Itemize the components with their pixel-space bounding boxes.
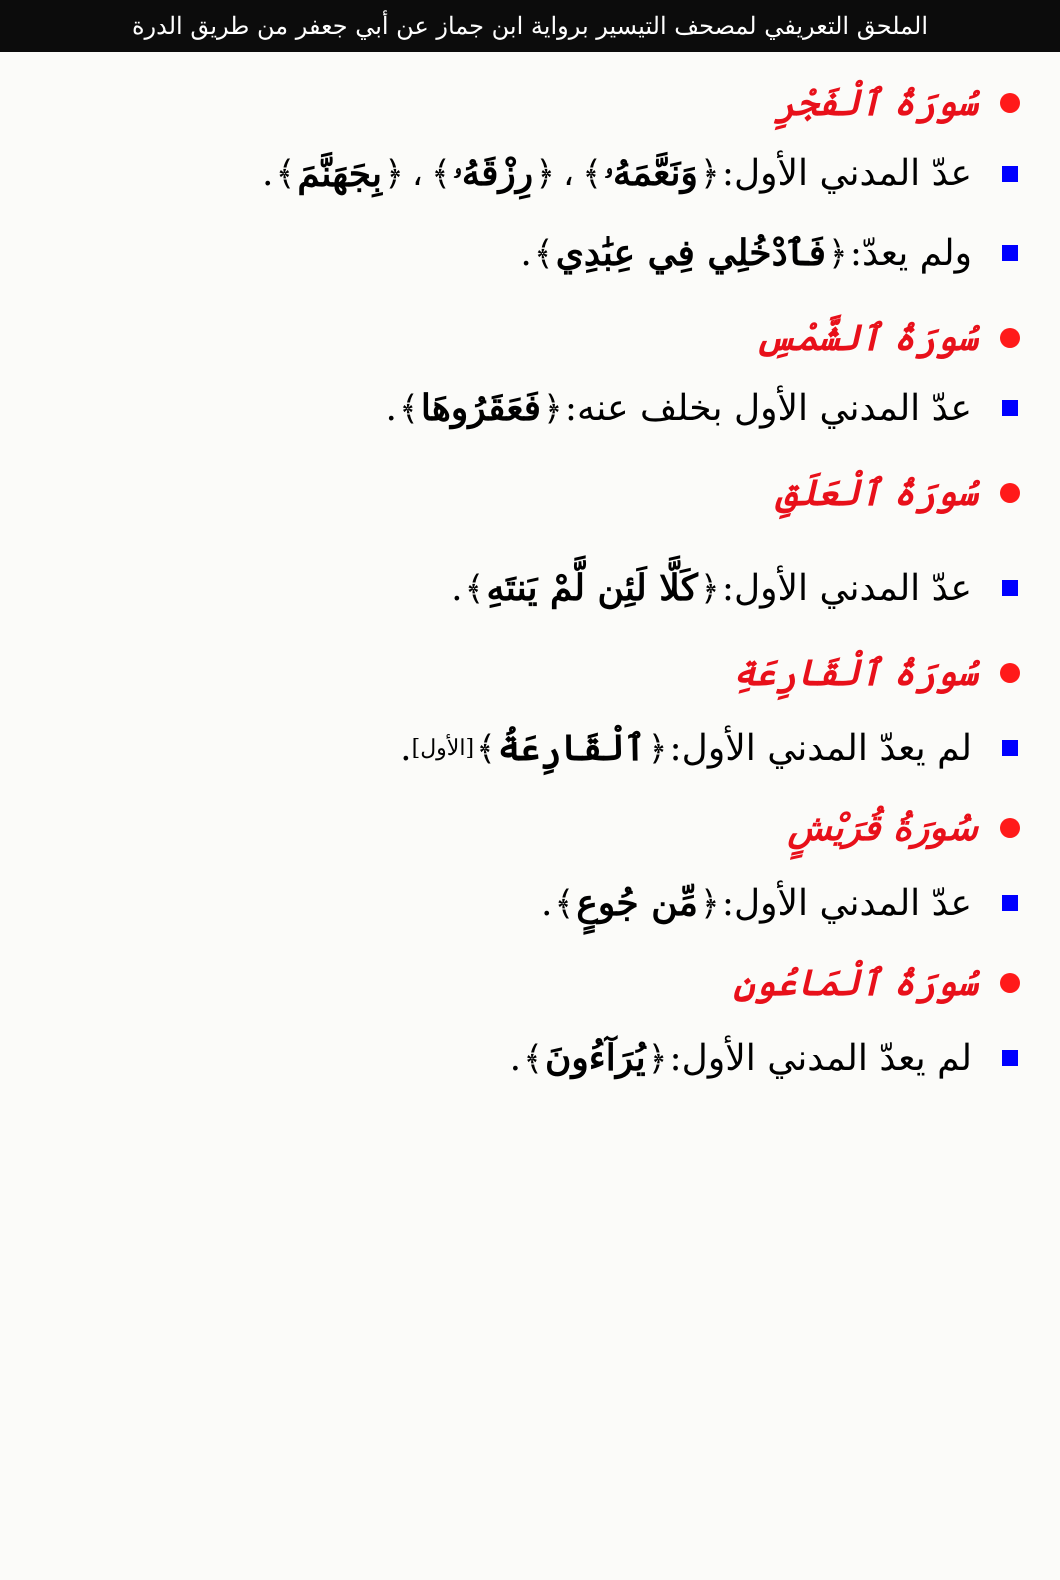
ornate-close-bracket: ﴾ — [275, 154, 296, 194]
rule-prefix: لم يعدّ المدني الأول: — [669, 1037, 972, 1079]
rule-item — [0, 1037, 1060, 1079]
rule-item — [0, 882, 1060, 924]
verse-word: فَعَقَرُوهَا — [420, 387, 541, 429]
rule-prefix: ولم يعدّ: — [849, 232, 972, 274]
ornate-open-bracket: ﴿ — [699, 883, 720, 924]
period: . — [540, 882, 553, 924]
ornate-close-bracket: ﴾ — [399, 388, 419, 429]
surah-title: سُورَةُ ٱلْفَجْرِ — [775, 82, 978, 124]
comma-separator: ، — [563, 153, 575, 194]
header-bar — [0, 0, 1060, 52]
red-bullet-icon — [1000, 93, 1020, 113]
ornate-close-bracket: ﴾ — [554, 883, 575, 924]
ornate-close-bracket: ﴾ — [582, 154, 603, 194]
surah-title: سُورَةُ قُرَيْشٍ — [787, 807, 978, 849]
red-bullet-icon — [1000, 483, 1020, 503]
rule-prefix: عدّ المدني الأول: — [721, 567, 972, 609]
period: . — [262, 153, 274, 194]
rule-item — [0, 727, 1060, 769]
surah-title: سُورَةُ ٱلْمَاعُونِ — [733, 962, 978, 1004]
ornate-open-bracket: ﴿ — [384, 154, 404, 194]
surah-title: سُورَةُ ٱلْعَلَقِ — [775, 472, 978, 514]
verse-word: وَنَعَّمَهُۥ — [604, 152, 698, 194]
verse-note: [الأول] — [411, 735, 475, 761]
period: . — [385, 387, 397, 429]
red-bullet-icon — [1000, 818, 1020, 838]
blue-square-bullet-icon — [1002, 895, 1018, 911]
ornate-close-bracket: ﴾ — [533, 233, 554, 274]
verse-word: فَٱدْخُلِي فِي عِبَٰدِي — [555, 232, 826, 274]
comma-separator: ، — [412, 153, 423, 194]
ornate-close-bracket: ﴾ — [523, 1038, 543, 1079]
verse-word: ٱلْقَارِعَةُ — [497, 727, 646, 769]
blue-square-bullet-icon — [1002, 1050, 1018, 1066]
surah-heading-row — [0, 317, 1060, 359]
ornate-open-bracket: ﴿ — [699, 154, 720, 194]
ornate-open-bracket: ﴿ — [542, 388, 563, 429]
ornate-close-bracket: ﴾ — [464, 568, 485, 609]
ornate-open-bracket: ﴿ — [699, 568, 720, 609]
header-title: الملحق التعريفي لمصحف التيسير برواية ابن جماز عن أبي جعفر من طريق الدرة — [131, 12, 929, 40]
rule-item — [0, 387, 1060, 429]
ornate-open-bracket: ﴿ — [647, 728, 668, 769]
ornate-close-bracket: ﴾ — [476, 728, 496, 769]
rule-item — [0, 152, 1060, 195]
period: . — [400, 727, 412, 769]
surah-heading-row — [0, 807, 1060, 849]
ornate-open-bracket: ﴿ — [647, 1038, 668, 1079]
verse-word: كَلَّا لَئِن لَّمْ يَنتَهِ — [486, 567, 698, 609]
surah-title: سُورَةُ ٱلشَّمْسِ — [754, 317, 978, 359]
blue-square-bullet-icon — [1002, 400, 1018, 416]
surah-heading-row — [0, 82, 1060, 124]
period: . — [520, 232, 532, 274]
rule-prefix: عدّ المدني الأول: — [721, 882, 972, 924]
rule-prefix: لم يعدّ المدني الأول: — [669, 727, 972, 769]
verse-word: رِزْقَهُۥ — [452, 152, 534, 194]
period: . — [451, 567, 463, 609]
surah-heading-row — [0, 652, 1060, 694]
blue-square-bullet-icon — [1002, 740, 1018, 756]
verse-word: بِجَهَنَّمَ — [297, 152, 383, 195]
verse-word: يُرَآءُونَ — [544, 1037, 646, 1079]
blue-square-bullet-icon — [1002, 166, 1018, 182]
surah-heading-row — [0, 962, 1060, 1004]
blue-square-bullet-icon — [1002, 245, 1018, 261]
ornate-open-bracket: ﴿ — [535, 154, 556, 194]
surah-heading-row — [0, 472, 1060, 514]
red-bullet-icon — [1000, 328, 1020, 348]
blue-square-bullet-icon — [1002, 580, 1018, 596]
surah-title: سُورَةُ ٱلْقَارِعَةِ — [733, 652, 978, 694]
ornate-open-bracket: ﴿ — [827, 233, 848, 274]
period: . — [509, 1037, 522, 1079]
rule-item — [0, 232, 1060, 274]
rule-prefix: عدّ المدني الأول: — [721, 153, 972, 194]
verse-word: مِّن جُوعٍ — [576, 882, 698, 924]
red-bullet-icon — [1000, 973, 1020, 993]
rule-prefix: عدّ المدني الأول بخلف عنه: — [564, 387, 972, 429]
red-bullet-icon — [1000, 663, 1020, 683]
ornate-close-bracket: ﴾ — [430, 154, 451, 194]
rule-item — [0, 567, 1060, 609]
